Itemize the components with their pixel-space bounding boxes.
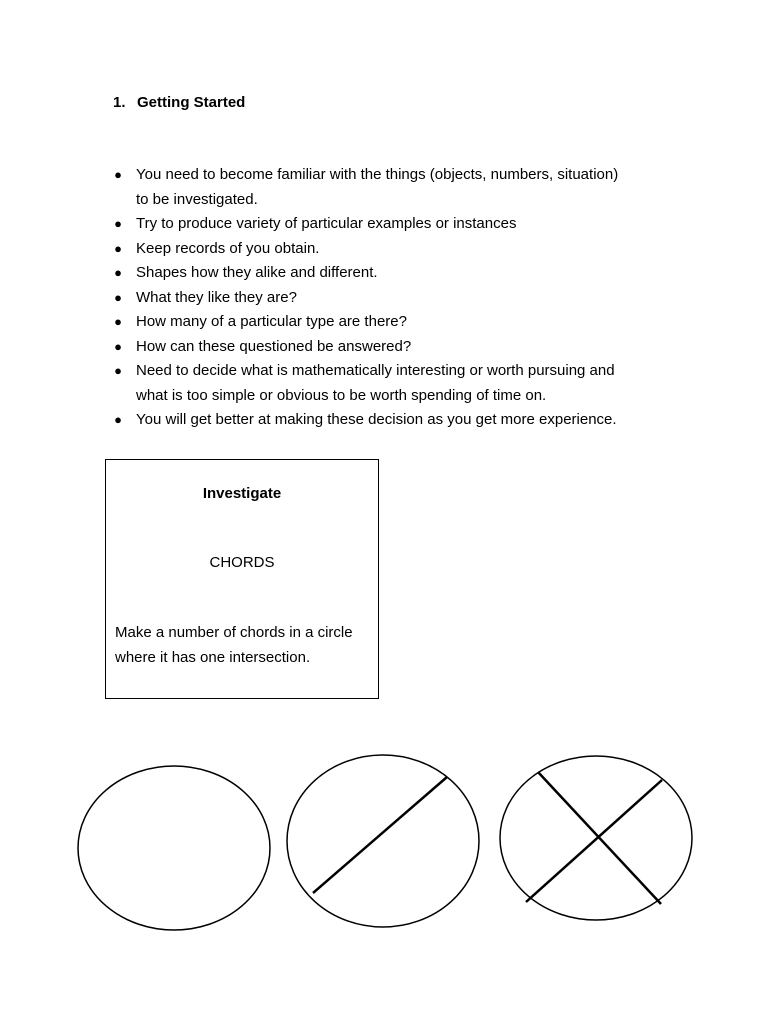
list-item <box>112 261 672 286</box>
bullet-icon: ● <box>114 363 122 378</box>
section-number: 1. <box>113 94 126 111</box>
list-item <box>112 237 672 262</box>
circle-two-chords <box>500 756 692 920</box>
list-item <box>112 212 672 237</box>
list-item-line: How many of a particular type are there? <box>136 313 407 330</box>
list-item <box>112 310 672 335</box>
circle-outline <box>78 766 270 930</box>
chords-diagram <box>0 740 768 940</box>
list-item-line: Shapes how they alike and different. <box>136 264 378 281</box>
list-item-line: You need to become familiar with the things (objects, numbers, situation) <box>136 166 619 183</box>
list-item-line: to be investigated. <box>136 190 258 208</box>
list-item-line: You will get better at making these decision as you get more experience. <box>136 411 617 428</box>
bullet-icon: ● <box>114 338 122 354</box>
bullet-icon: ● <box>114 265 122 280</box>
list-item <box>112 359 672 408</box>
list-item-line: What they like they are? <box>136 288 297 306</box>
list-item-line: How can these questioned be answered? <box>136 337 412 355</box>
bullet-list <box>112 163 672 433</box>
list-item-line: Keep records of you obtain. <box>136 239 320 257</box>
list-item-line: Need to decide what is mathematically interesting or worth pursuing and <box>136 362 615 379</box>
circle-no-chords <box>78 766 270 930</box>
chord-line <box>538 772 661 904</box>
bullet-icon: ● <box>114 314 122 329</box>
investigate-box <box>105 459 379 699</box>
bullet-icon: ● <box>114 240 122 256</box>
bullet-icon: ● <box>114 289 122 305</box>
box-description <box>115 620 374 670</box>
box-subtitle: CHORDS <box>209 554 275 571</box>
box-description-line: Make a number of chords in a circle <box>115 624 353 641</box>
circle-one-chord <box>287 755 479 927</box>
box-title: Investigate <box>202 485 282 502</box>
list-item <box>112 408 672 433</box>
chord-line <box>313 777 447 893</box>
box-description-line: where it has one intersection. <box>115 649 311 666</box>
list-item <box>112 335 672 360</box>
section-title: Getting Started <box>137 94 246 111</box>
bullet-icon: ● <box>114 216 122 231</box>
list-item <box>112 286 672 311</box>
section-heading <box>113 94 245 111</box>
circle-outline <box>287 755 479 927</box>
list-item-line: what is too simple or obvious to be worth spending of time on. <box>136 386 547 404</box>
bullet-icon: ● <box>114 412 122 427</box>
list-item-line: Try to produce variety of particular examples or instances <box>136 215 517 232</box>
list-item <box>112 163 672 212</box>
bullet-icon: ● <box>114 167 122 182</box>
